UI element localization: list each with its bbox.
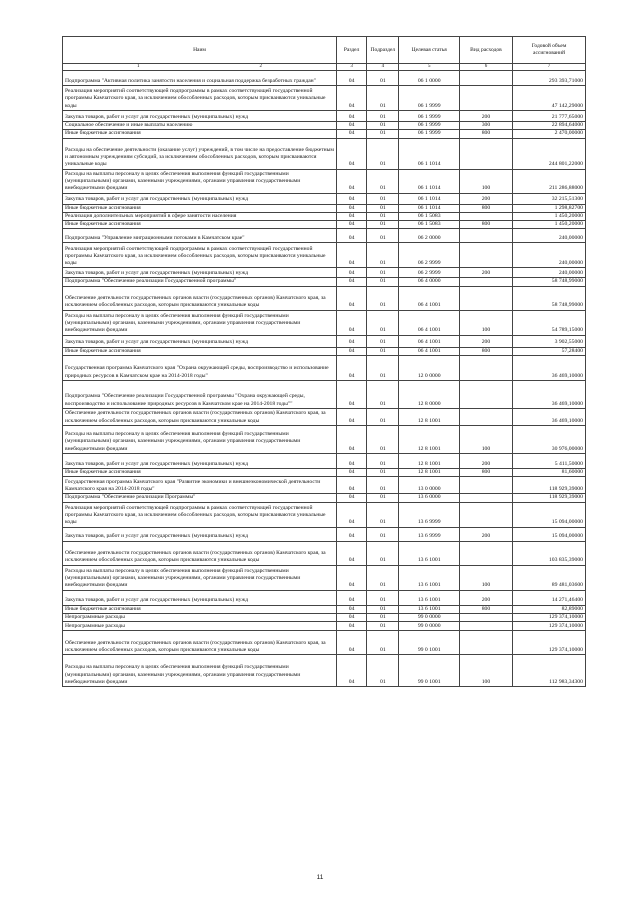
cell-podrazdel: 01 (367, 169, 399, 193)
cell-sum: 103 835,39000 (513, 541, 586, 565)
cell-vr (459, 622, 512, 631)
cell-podrazdel: 01 (367, 130, 399, 138)
cell-sum: 129 374,10000 (513, 613, 586, 621)
table-row (63, 622, 586, 631)
cell-vr: 100 (459, 310, 512, 335)
cell-podrazdel: 01 (367, 286, 399, 310)
cell-csr: 06 2 9999 (399, 268, 459, 278)
cell-vr (459, 243, 512, 268)
cell-vr (459, 631, 512, 655)
table-row (63, 631, 586, 655)
table-row (63, 130, 586, 138)
cell-vr: 200 (459, 268, 512, 278)
cell-vr: 100 (459, 655, 512, 687)
table-row (63, 212, 586, 220)
cell-csr: 06 1 9999 (399, 130, 459, 138)
cell-sum: 54 789,15000 (513, 310, 586, 335)
table-row (63, 381, 586, 409)
cell-razdel: 04 (337, 229, 367, 243)
table-row (63, 310, 586, 335)
cell-sum: 293 393,71000 (513, 71, 586, 86)
cell-sum: 15 094,00000 (513, 527, 586, 541)
cell-sum: 81,60000 (513, 469, 586, 477)
cell-sum: 58 748,99000 (513, 286, 586, 310)
cell-name: Иные бюджетные ассигнования (63, 221, 337, 229)
cell-podrazdel: 01 (367, 565, 399, 590)
table-row (63, 541, 586, 565)
cell-name: Подпрограмма "Обеспечение реализации Государственной программы" (63, 278, 337, 286)
cell-vr: 800 (459, 469, 512, 477)
cell-csr: 99 0 1001 (399, 655, 459, 687)
cell-razdel: 04 (337, 335, 367, 347)
cell-razdel: 04 (337, 494, 367, 502)
cell-sum: 21 777,65000 (513, 111, 586, 122)
cell-podrazdel: 01 (367, 655, 399, 687)
cell-csr: 12 8 1001 (399, 409, 459, 426)
cell-csr: 06 1 1014 (399, 138, 459, 169)
cell-name: Закупка товаров, работ и услуг для государственных (муниципальных) нужд (63, 527, 337, 541)
table-row (63, 655, 586, 687)
cell-sum: 15 094,00000 (513, 502, 586, 527)
cell-name: Непрограммные расходы (63, 613, 337, 621)
cell-vr (459, 477, 512, 494)
index-cell-2: 2 (259, 64, 262, 69)
table-row (63, 502, 586, 527)
cell-vr: 200 (459, 335, 512, 347)
cell-podrazdel: 01 (367, 469, 399, 477)
cell-vr: 800 (459, 221, 512, 229)
table-row (63, 243, 586, 268)
cell-razdel: 04 (337, 86, 367, 111)
col-header-podrazdel: Подраздел (367, 37, 399, 64)
cell-name: Закупка товаров, работ и услуг для государственных (муниципальных) нужд (63, 454, 337, 469)
cell-podrazdel: 01 (367, 111, 399, 122)
cell-podrazdel: 01 (367, 310, 399, 335)
index-cell (63, 64, 337, 71)
cell-name: Иные бюджетные ассигнования (63, 605, 337, 613)
cell-podrazdel: 01 (367, 409, 399, 426)
col-header-vr: Вид расходов (459, 37, 512, 64)
cell-csr: 99 0 1001 (399, 631, 459, 655)
table-row (63, 268, 586, 278)
cell-csr: 06 1 5083 (399, 221, 459, 229)
table-row (63, 409, 586, 426)
cell-podrazdel: 01 (367, 426, 399, 454)
cell-razdel: 04 (337, 71, 367, 86)
cell-razdel: 04 (337, 426, 367, 454)
table-body (63, 71, 586, 687)
cell-name: Государственная программа Камчатского края "Развитие экономики и внешнеэкономической деятельности Камчатского края на 2014-2018 годы" (63, 477, 337, 494)
cell-razdel: 04 (337, 613, 367, 621)
cell-sum: 22 894,64000 (513, 122, 586, 130)
cell-name: Расходы на обеспечение деятельности (оказание услуг) учреждений, в том числе на предоставление бюджетным и автономным учреждениям субсидий, за исключением обособленных расходов, которым присваиваются уникальные коды (63, 138, 337, 169)
cell-podrazdel: 01 (367, 278, 399, 286)
cell-vr (459, 71, 512, 86)
cell-csr: 06 4 1001 (399, 286, 459, 310)
cell-podrazdel: 01 (367, 494, 399, 502)
cell-name: Непрограммные расходы (63, 622, 337, 631)
cell-name: Иные бюджетные ассигнования (63, 204, 337, 212)
col-header-name: Наим (63, 37, 337, 64)
cell-podrazdel: 01 (367, 204, 399, 212)
cell-csr: 06 1 9999 (399, 111, 459, 122)
cell-razdel: 04 (337, 130, 367, 138)
index-cell-1: 1 (137, 64, 140, 69)
cell-vr: 800 (459, 347, 512, 355)
cell-csr: 06 4 1001 (399, 347, 459, 355)
cell-csr: 12 8 1001 (399, 426, 459, 454)
cell-name: Подпрограмма "Управление миграционными потоками в Камчатском крае" (63, 229, 337, 243)
cell-razdel: 04 (337, 122, 367, 130)
cell-sum: 129 374,10000 (513, 631, 586, 655)
cell-name: Расходы на выплаты персоналу в целях обеспечения выполнения функций государственными (муниципальными) органами, казенными учреждениями, органами управления государственными внебюджетными фондами (63, 169, 337, 193)
cell-name: Обеспечение деятельности государственных органов власти (государственных органов) Камчатского края, за исключением обособленных расходов, которым присваиваются уникальные коды (63, 631, 337, 655)
cell-sum: 30 976,00000 (513, 426, 586, 454)
cell-sum: 112 983,34300 (513, 655, 586, 687)
cell-csr: 99 0 0000 (399, 613, 459, 621)
cell-name: Подпрограмма "Активная политика занятости населения и социальная поддержка безработных граждан" (63, 71, 337, 86)
table-row (63, 122, 586, 130)
cell-sum: 240,00000 (513, 229, 586, 243)
cell-razdel: 04 (337, 212, 367, 220)
cell-vr: 100 (459, 426, 512, 454)
table-row (63, 286, 586, 310)
cell-vr (459, 541, 512, 565)
cell-sum: 211 286,88000 (513, 169, 586, 193)
cell-csr: 06 4 0000 (399, 278, 459, 286)
cell-csr: 13 0 0000 (399, 477, 459, 494)
cell-podrazdel: 01 (367, 605, 399, 613)
cell-podrazdel: 01 (367, 502, 399, 527)
cell-podrazdel: 01 (367, 356, 399, 381)
cell-vr (459, 229, 512, 243)
cell-name: Закупка товаров, работ и услуг для государственных (муниципальных) нужд (63, 111, 337, 122)
table-row (63, 335, 586, 347)
cell-razdel: 04 (337, 347, 367, 355)
cell-vr: 200 (459, 454, 512, 469)
table-row (63, 193, 586, 204)
cell-csr: 12 8 1001 (399, 454, 459, 469)
cell-name: Реализация мероприятий соответствующей подпрограммы в рамках соответствующей государственной программы Камчатского края, за исключением обособленных расходов, которым присваиваются уникальные коды (63, 243, 337, 268)
cell-name: Государственная программа Камчатского края "Охрана окружающей среды, воспроизводство и использование природных ресурсов в Камчатском крае на 2014-2018 годы" (63, 356, 337, 381)
cell-vr: 300 (459, 122, 512, 130)
cell-csr: 12 8 1001 (399, 469, 459, 477)
cell-name: Обеспечение деятельности государственных органов власти (государственных органов) Камчатского края, за исключением обособленных расходов, которым присваиваются уникальные коды (63, 409, 337, 426)
cell-vr (459, 86, 512, 111)
table-row (63, 469, 586, 477)
cell-podrazdel: 01 (367, 477, 399, 494)
cell-name: Обеспечение деятельности государственных органов власти (государственных органов) Камчатского края, за исключением обособленных расходов, которым присваиваются уникальные коды (63, 541, 337, 565)
table-row (63, 590, 586, 605)
cell-sum: 32 215,51300 (513, 193, 586, 204)
cell-vr (459, 409, 512, 426)
cell-vr: 800 (459, 204, 512, 212)
table-row (63, 229, 586, 243)
cell-sum: 1 450,20000 (513, 221, 586, 229)
cell-razdel: 04 (337, 193, 367, 204)
cell-podrazdel: 01 (367, 243, 399, 268)
table-row (63, 527, 586, 541)
cell-razdel: 04 (337, 502, 367, 527)
cell-csr: 06 1 1014 (399, 193, 459, 204)
cell-podrazdel: 01 (367, 122, 399, 130)
cell-razdel: 04 (337, 111, 367, 122)
cell-csr: 13 6 1001 (399, 541, 459, 565)
cell-podrazdel: 01 (367, 590, 399, 605)
cell-sum: 47 142,29000 (513, 86, 586, 111)
cell-razdel: 04 (337, 381, 367, 409)
cell-vr (459, 356, 512, 381)
col-header-razdel: Раздел (337, 37, 367, 64)
cell-razdel: 04 (337, 356, 367, 381)
cell-csr: 06 2 0000 (399, 229, 459, 243)
cell-name: Подпрограмма "Обеспечение реализации Государственной программы "Охрана окружающей среды, воспроизводство и использование природных ресурсов в Камчатском крае на 2014-2018 годы"" (63, 381, 337, 409)
cell-sum: 58 748,99000 (513, 278, 586, 286)
cell-podrazdel: 01 (367, 229, 399, 243)
cell-sum: 118 929,39000 (513, 477, 586, 494)
cell-name: Закупка товаров, работ и услуг для государственных (муниципальных) нужд (63, 335, 337, 347)
index-cell-7: 7 (513, 64, 586, 71)
header-row (63, 37, 586, 64)
cell-csr: 13 6 1001 (399, 605, 459, 613)
cell-name: Расходы на выплаты персоналу в целях обеспечения выполнения функций государственными (муниципальными) органами, казенными учреждениями, органами управления государственными внебюджетными фондами (63, 565, 337, 590)
cell-name: Расходы на выплаты персоналу в целях обеспечения выполнения функций государственными (муниципальными) органами, казенными учреждениями, органами управления государственными внебюджетными фондами (63, 655, 337, 687)
cell-razdel: 04 (337, 138, 367, 169)
cell-sum: 57,28400 (513, 347, 586, 355)
index-cell-4: 4 (367, 64, 399, 71)
cell-csr: 13 6 1001 (399, 565, 459, 590)
cell-razdel: 04 (337, 221, 367, 229)
cell-csr: 13 6 1001 (399, 590, 459, 605)
cell-razdel: 04 (337, 605, 367, 613)
column-index-row (63, 64, 586, 71)
cell-podrazdel: 01 (367, 381, 399, 409)
cell-sum: 2 470,00000 (513, 130, 586, 138)
col-header-sum: Годовой объем ассигнований (513, 37, 586, 64)
cell-razdel: 04 (337, 469, 367, 477)
cell-name: Иные бюджетные ассигнования (63, 347, 337, 355)
cell-sum: 1 450,20000 (513, 212, 586, 220)
cell-podrazdel: 01 (367, 212, 399, 220)
table-row (63, 613, 586, 621)
table-row (63, 356, 586, 381)
cell-csr: 06 1 9999 (399, 86, 459, 111)
cell-name: Расходы на выплаты персоналу в целях обеспечения выполнения функций государственными (муниципальными) органами, казенными учреждениями, органами управления государственными внебюджетными фондами (63, 310, 337, 335)
cell-podrazdel: 01 (367, 527, 399, 541)
cell-csr: 06 1 1014 (399, 204, 459, 212)
cell-sum: 14 271,46400 (513, 590, 586, 605)
cell-sum: 36 469,10000 (513, 356, 586, 381)
cell-podrazdel: 01 (367, 193, 399, 204)
cell-vr (459, 381, 512, 409)
cell-podrazdel: 01 (367, 613, 399, 621)
cell-vr: 200 (459, 193, 512, 204)
table-row (63, 138, 586, 169)
cell-razdel: 04 (337, 409, 367, 426)
cell-razdel: 04 (337, 268, 367, 278)
cell-podrazdel: 01 (367, 335, 399, 347)
cell-podrazdel: 01 (367, 138, 399, 169)
cell-razdel: 04 (337, 477, 367, 494)
cell-razdel: 04 (337, 169, 367, 193)
cell-vr: 100 (459, 565, 512, 590)
table-row (63, 565, 586, 590)
cell-csr: 06 2 9999 (399, 243, 459, 268)
cell-name: Иные бюджетные ассигнования (63, 130, 337, 138)
cell-vr (459, 138, 512, 169)
cell-name: Подпрограмма "Обеспечение реализации Программы" (63, 494, 337, 502)
cell-podrazdel: 01 (367, 622, 399, 631)
table-row (63, 71, 586, 86)
table-row (63, 494, 586, 502)
cell-csr: 06 1 5083 (399, 212, 459, 220)
index-cell-6: 6 (459, 64, 512, 71)
cell-razdel: 04 (337, 622, 367, 631)
index-cell-5: 5 (399, 64, 459, 71)
cell-vr: 200 (459, 590, 512, 605)
table-row (63, 111, 586, 122)
cell-name: Закупка товаров, работ и услуг для государственных (муниципальных) нужд (63, 590, 337, 605)
cell-name: Закупка товаров, работ и услуг для государственных (муниципальных) нужд (63, 268, 337, 278)
cell-podrazdel: 01 (367, 631, 399, 655)
cell-podrazdel: 01 (367, 541, 399, 565)
cell-name: Закупка товаров, работ и услуг для государственных (муниципальных) нужд (63, 193, 337, 204)
cell-csr: 06 1 1014 (399, 169, 459, 193)
cell-sum: 129 374,10000 (513, 622, 586, 631)
cell-vr: 200 (459, 111, 512, 122)
budget-sheet (62, 36, 586, 687)
table-row (63, 347, 586, 355)
cell-csr: 13 6 0000 (399, 494, 459, 502)
table-row (63, 204, 586, 212)
cell-sum: 240,00000 (513, 243, 586, 268)
cell-sum: 3 902,55000 (513, 335, 586, 347)
cell-sum: 36 469,10000 (513, 409, 586, 426)
cell-razdel: 04 (337, 204, 367, 212)
cell-sum: 5 411,50000 (513, 454, 586, 469)
cell-vr: 100 (459, 169, 512, 193)
cell-sum: 244 801,22000 (513, 138, 586, 169)
table-row (63, 426, 586, 454)
cell-csr: 06 1 9999 (399, 122, 459, 130)
cell-sum: 1 298,82700 (513, 204, 586, 212)
cell-vr (459, 286, 512, 310)
table-row (63, 278, 586, 286)
cell-podrazdel: 01 (367, 86, 399, 111)
cell-vr (459, 502, 512, 527)
cell-name: Обеспечение деятельности государственных органов власти (государственных органов) Камчатского края, за исключением обособленных расходов, которым присваиваются уникальные коды (63, 286, 337, 310)
cell-name: Иные бюджетные ассигнования (63, 469, 337, 477)
cell-sum: 240,00000 (513, 268, 586, 278)
table-row (63, 86, 586, 111)
cell-csr: 06 4 1001 (399, 335, 459, 347)
cell-csr: 06 4 1001 (399, 310, 459, 335)
table-row (63, 454, 586, 469)
cell-podrazdel: 01 (367, 71, 399, 86)
cell-razdel: 04 (337, 454, 367, 469)
cell-vr: 800 (459, 605, 512, 613)
table-row (63, 477, 586, 494)
cell-sum: 36 469,10000 (513, 381, 586, 409)
cell-razdel: 04 (337, 527, 367, 541)
cell-razdel: 04 (337, 541, 367, 565)
cell-vr (459, 494, 512, 502)
cell-razdel: 04 (337, 565, 367, 590)
index-cell-3: 3 (337, 64, 367, 71)
cell-name: Социальное обеспечение и иные выплаты населению (63, 122, 337, 130)
cell-razdel: 04 (337, 631, 367, 655)
cell-sum: 82,89000 (513, 605, 586, 613)
cell-csr: 13 6 9999 (399, 527, 459, 541)
cell-vr (459, 212, 512, 220)
table-row (63, 605, 586, 613)
col-header-csr: Целевая статья (399, 37, 459, 64)
cell-vr: 200 (459, 527, 512, 541)
cell-csr: 13 6 9999 (399, 502, 459, 527)
cell-csr: 12 8 0000 (399, 381, 459, 409)
cell-name: Реализация мероприятий соответствующей подпрограммы в рамках соответствующей государственной программы Камчатского края, за исключением обособленных расходов, которым присваиваются уникальные коды (63, 86, 337, 111)
cell-podrazdel: 01 (367, 454, 399, 469)
cell-razdel: 04 (337, 310, 367, 335)
cell-vr: 800 (459, 130, 512, 138)
cell-razdel: 04 (337, 243, 367, 268)
cell-podrazdel: 01 (367, 347, 399, 355)
cell-podrazdel: 01 (367, 268, 399, 278)
cell-name: Реализация мероприятий соответствующей подпрограммы в рамках соответствующей государственной программы Камчатского края, за исключением обособленных расходов, которым присваиваются уникальные коды (63, 502, 337, 527)
cell-razdel: 04 (337, 286, 367, 310)
cell-vr (459, 613, 512, 621)
table-row (63, 169, 586, 193)
cell-csr: 12 0 0000 (399, 356, 459, 381)
cell-csr: 99 0 0000 (399, 622, 459, 631)
cell-csr: 06 1 0000 (399, 71, 459, 86)
cell-name: Расходы на выплаты персоналу в целях обеспечения выполнения функций государственными (муниципальными) органами, казенными учреждениями, органами управления государственными внебюджетными фондами (63, 426, 337, 454)
cell-vr (459, 278, 512, 286)
cell-sum: 118 929,39000 (513, 494, 586, 502)
cell-name: Реализация дополнительных мероприятий в сфере занятости населения (63, 212, 337, 220)
page-number: 11 (316, 874, 324, 881)
cell-razdel: 04 (337, 655, 367, 687)
cell-sum: 89 481,03600 (513, 565, 586, 590)
cell-razdel: 04 (337, 278, 367, 286)
cell-razdel: 04 (337, 590, 367, 605)
cell-podrazdel: 01 (367, 221, 399, 229)
table-row (63, 221, 586, 229)
budget-table (62, 36, 586, 687)
